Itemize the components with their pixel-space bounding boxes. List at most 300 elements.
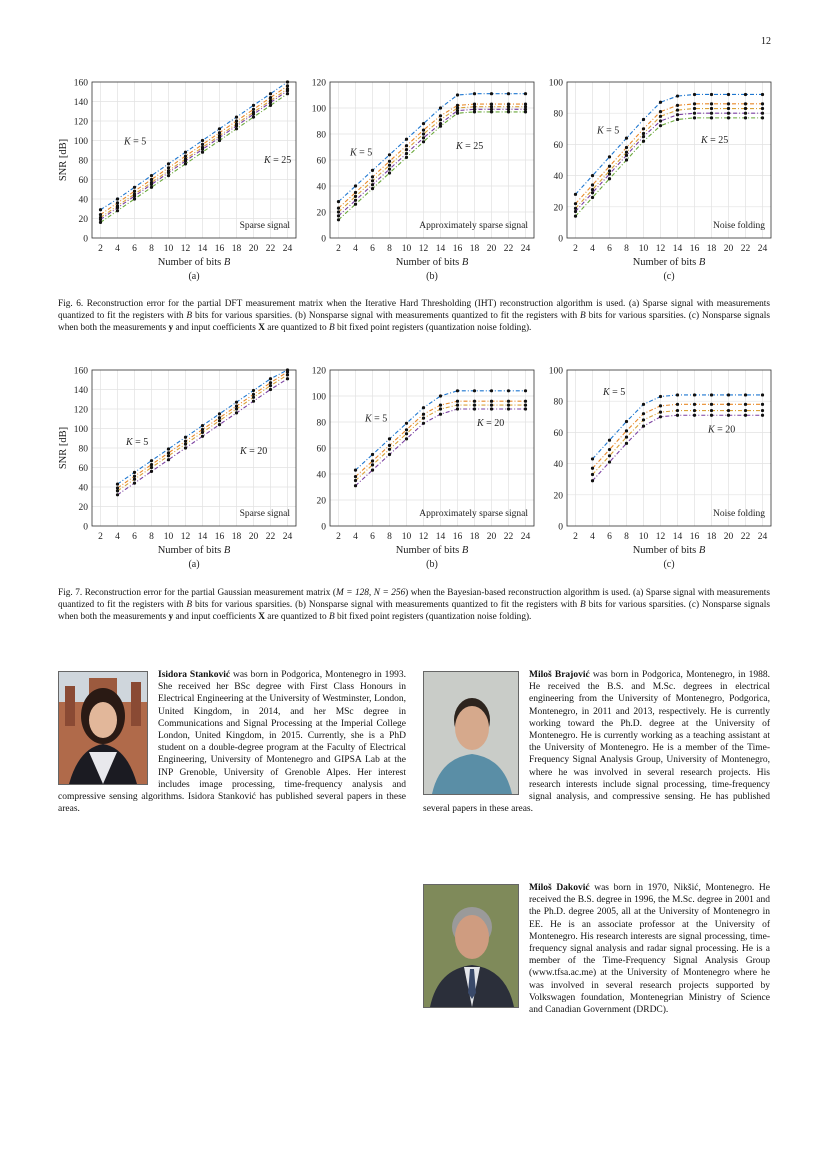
y-tick-label: 100 xyxy=(73,425,88,435)
y-tick-label: 120 xyxy=(73,117,88,128)
data-point xyxy=(608,169,611,172)
data-point xyxy=(676,118,679,121)
data-point xyxy=(490,110,493,113)
data-point xyxy=(727,102,730,105)
x-tick-label: 10 xyxy=(638,532,649,542)
x-tick-label: 20 xyxy=(723,532,734,542)
data-point xyxy=(405,432,408,435)
fig6-caption: Fig. 6. Reconstruction error for the partial DFT measurement matrix when the Iterative Hard Thresholding (IHT) reconstruction algorithm is used. (a) Sparse signal with measurements quantized to fit the registers with B bits for various sparsities. (b) Nonsparse signal with measurements quantized to fit the registers with B bits for various sparsities. (c) Nonsparse signals when both the measurements y and input coefficients X are quantized to B bit fixed point registers (quantization noise folding). xyxy=(58,299,770,333)
data-point xyxy=(201,139,204,142)
data-point xyxy=(744,102,747,105)
x-tick-label: 8 xyxy=(624,532,629,542)
data-point xyxy=(761,102,764,105)
author-photo-brajovic xyxy=(423,671,519,795)
x-axis-label-text: Number of bits xyxy=(395,257,462,268)
y-tick-label: 40 xyxy=(78,483,88,494)
k-label-bottom-k: K xyxy=(456,141,463,153)
data-point xyxy=(659,119,662,122)
data-point xyxy=(642,412,645,415)
data-point xyxy=(591,457,594,460)
x-axis-label xyxy=(158,545,231,556)
chart-sublabel: (a) xyxy=(188,271,200,282)
y-tick-label: 160 xyxy=(73,366,88,377)
data-point xyxy=(524,389,527,392)
data-point xyxy=(761,107,764,110)
x-axis-label-var: B xyxy=(461,545,469,556)
data-point xyxy=(354,469,357,472)
data-point xyxy=(659,110,662,113)
data-point xyxy=(591,174,594,177)
data-point xyxy=(439,114,442,117)
data-point xyxy=(269,92,272,95)
data-point xyxy=(252,393,255,396)
data-point xyxy=(625,154,628,157)
data-point xyxy=(252,389,255,392)
data-point xyxy=(286,84,289,87)
plot-frame xyxy=(567,370,771,526)
series-line-4 xyxy=(339,112,526,220)
x-tick-label: 16 xyxy=(452,532,463,542)
x-tick-label: 24 xyxy=(757,244,768,254)
data-point xyxy=(286,373,289,376)
y-tick-label: 20 xyxy=(316,496,326,507)
data-point xyxy=(761,393,764,396)
x-axis-label-text: Number of bits xyxy=(395,545,462,556)
x-axis-label xyxy=(396,257,469,268)
data-point xyxy=(710,116,713,119)
data-point xyxy=(184,440,187,443)
data-point xyxy=(422,136,425,139)
data-point xyxy=(252,400,255,403)
chart-fig6c xyxy=(529,76,769,291)
data-point xyxy=(252,396,255,399)
data-point xyxy=(252,116,255,119)
y-tick-label: 80 xyxy=(78,156,88,167)
x-tick-label: 6 xyxy=(370,244,375,254)
x-tick-label: 18 xyxy=(469,532,480,542)
data-point xyxy=(252,104,255,107)
k-label-bottom xyxy=(476,418,504,429)
y-tick-label: 120 xyxy=(73,405,88,416)
fig7-caption: Fig. 7. Reconstruction error for the partial Gaussian measurement matrix (M = 128, N = 256) when the Bayesian-based reconstruction algorithm is used. (a) Sparse signal with measurements quantized to fit the registers with B bits for various sparsities. (b) Nonsparse signal with measurements quantized to fit the registers with B bits for various sparsities. (c) Nonsparse signals when both the measurements y and input coefficients X are quantized to B bit fixed point registers (quantization noise folding). xyxy=(58,588,770,622)
k-label-bottom-value: = 25 xyxy=(462,141,484,153)
data-point xyxy=(218,127,221,130)
data-point xyxy=(659,395,662,398)
chart-sublabel: (c) xyxy=(663,271,675,282)
data-point xyxy=(761,112,764,115)
data-point xyxy=(388,168,391,171)
chart-svg-fig6a xyxy=(54,76,294,291)
y-tick-label: 0 xyxy=(321,234,326,245)
data-point xyxy=(133,478,136,481)
data-point xyxy=(286,370,289,373)
chart-fig7a xyxy=(54,364,294,579)
data-point xyxy=(116,489,119,492)
data-point xyxy=(744,107,747,110)
data-point xyxy=(388,448,391,451)
data-point xyxy=(625,158,628,161)
x-tick-label: 8 xyxy=(624,244,629,254)
x-tick-label: 16 xyxy=(452,244,463,254)
data-point xyxy=(439,125,442,128)
chart-fig6a xyxy=(54,76,294,291)
data-point xyxy=(761,93,764,96)
data-point xyxy=(422,140,425,143)
x-tick-label: 6 xyxy=(132,532,137,542)
y-tick-label: 80 xyxy=(553,109,563,120)
data-point xyxy=(337,218,340,221)
chart-svg-fig7c xyxy=(529,364,769,579)
data-point xyxy=(591,473,594,476)
data-point xyxy=(642,403,645,406)
x-tick-label: 20 xyxy=(723,244,734,254)
data-point xyxy=(642,418,645,421)
data-point xyxy=(167,174,170,177)
chart-annotation: Noise folding xyxy=(713,509,765,519)
data-point xyxy=(422,132,425,135)
x-tick-label: 6 xyxy=(607,532,612,542)
data-point xyxy=(133,194,136,197)
x-tick-label: 16 xyxy=(214,244,225,254)
data-point xyxy=(354,199,357,202)
y-tick-label: 20 xyxy=(316,208,326,219)
k-label-bottom-value: = 20 xyxy=(714,424,736,436)
data-point xyxy=(710,393,713,396)
x-tick-label: 14 xyxy=(672,532,683,542)
data-point xyxy=(507,110,510,113)
data-point xyxy=(167,451,170,454)
data-point xyxy=(761,414,764,417)
data-point xyxy=(490,400,493,403)
series-line-1 xyxy=(101,86,288,215)
data-point xyxy=(388,171,391,174)
data-point xyxy=(150,463,153,466)
data-point xyxy=(676,113,679,116)
k-label-top-value: = 5 xyxy=(132,436,149,448)
data-point xyxy=(388,153,391,156)
x-tick-label: 18 xyxy=(231,244,242,254)
series-line-3 xyxy=(339,109,526,216)
data-point xyxy=(99,221,102,224)
data-point xyxy=(608,439,611,442)
data-point xyxy=(693,116,696,119)
data-point xyxy=(337,200,340,203)
y-tick-label: 20 xyxy=(78,503,88,513)
x-tick-label: 20 xyxy=(248,532,259,542)
k-label-bottom-value: = 25 xyxy=(270,155,292,167)
chart-sublabel: (b) xyxy=(426,271,438,282)
data-point xyxy=(659,115,662,118)
data-point xyxy=(693,393,696,396)
k-label-top-value: = 5 xyxy=(603,125,620,137)
data-point xyxy=(439,407,442,410)
data-point xyxy=(116,197,119,200)
chart-annotation: Sparse signal xyxy=(239,509,290,519)
data-point xyxy=(150,186,153,189)
data-point xyxy=(133,471,136,474)
chart-sublabel: (c) xyxy=(663,559,675,570)
x-tick-label: 8 xyxy=(149,532,154,542)
data-point xyxy=(286,89,289,92)
y-tick-label: 40 xyxy=(78,195,88,206)
x-tick-label: 8 xyxy=(387,532,392,542)
data-point xyxy=(218,419,221,422)
x-axis-label-var: B xyxy=(698,545,706,556)
y-tick-label: 60 xyxy=(553,140,563,151)
x-axis-label-text: Number of bits xyxy=(632,545,699,556)
data-point xyxy=(507,407,510,410)
data-point xyxy=(642,132,645,135)
x-tick-label: 18 xyxy=(469,244,480,254)
x-tick-label: 12 xyxy=(418,244,429,254)
data-point xyxy=(439,404,442,407)
data-point xyxy=(354,195,357,198)
x-tick-label: 6 xyxy=(607,244,612,254)
data-point xyxy=(133,197,136,200)
data-point xyxy=(167,447,170,450)
data-point xyxy=(693,414,696,417)
x-tick-label: 2 xyxy=(98,532,103,542)
x-tick-label: 14 xyxy=(435,532,446,542)
y-tick-label: 80 xyxy=(316,130,326,141)
data-point xyxy=(269,384,272,387)
data-point xyxy=(524,110,527,113)
data-point xyxy=(574,210,577,213)
data-point xyxy=(269,104,272,107)
data-point xyxy=(422,129,425,132)
x-tick-label: 2 xyxy=(573,532,578,542)
x-axis-label-var: B xyxy=(698,257,706,268)
data-point xyxy=(524,400,527,403)
k-label-bottom xyxy=(707,424,735,435)
data-point xyxy=(456,404,459,407)
x-tick-label: 12 xyxy=(655,532,666,542)
data-point xyxy=(744,116,747,119)
data-point xyxy=(252,108,255,111)
data-point xyxy=(184,162,187,165)
data-point xyxy=(354,479,357,482)
data-point xyxy=(625,146,628,149)
data-point xyxy=(473,404,476,407)
chart-sublabel: (b) xyxy=(426,559,438,570)
k-label-top xyxy=(349,147,372,158)
chart-fig6b xyxy=(292,76,532,291)
data-point xyxy=(574,202,577,205)
data-point xyxy=(388,453,391,456)
k-label-bottom xyxy=(455,141,483,152)
data-point xyxy=(218,423,221,426)
x-tick-label: 16 xyxy=(214,532,225,542)
x-tick-label: 22 xyxy=(503,532,514,542)
data-point xyxy=(184,436,187,439)
x-tick-label: 10 xyxy=(401,244,412,254)
data-point xyxy=(252,113,255,116)
data-point xyxy=(761,403,764,406)
k-label-bottom-k: K xyxy=(264,155,271,167)
data-point xyxy=(116,482,119,485)
data-point xyxy=(150,183,153,186)
x-tick-label: 14 xyxy=(435,244,446,254)
data-point xyxy=(116,486,119,489)
x-tick-label: 10 xyxy=(401,532,412,542)
data-point xyxy=(354,184,357,187)
data-point xyxy=(371,187,374,190)
x-tick-label: 16 xyxy=(689,244,700,254)
data-point xyxy=(184,159,187,162)
data-point xyxy=(676,104,679,107)
data-point xyxy=(744,112,747,115)
x-axis-label-var: B xyxy=(223,545,231,556)
k-label-top-k: K xyxy=(124,136,131,148)
data-point xyxy=(710,93,713,96)
data-point xyxy=(354,203,357,206)
data-point xyxy=(507,389,510,392)
x-tick-label: 24 xyxy=(282,244,293,254)
data-point xyxy=(201,428,204,431)
data-point xyxy=(608,460,611,463)
y-tick-label: 60 xyxy=(316,156,326,167)
x-tick-label: 4 xyxy=(115,244,120,254)
y-tick-label: 120 xyxy=(311,78,326,89)
x-axis-label-text: Number of bits xyxy=(157,545,224,556)
data-point xyxy=(659,101,662,104)
data-point xyxy=(473,92,476,95)
x-tick-label: 4 xyxy=(353,532,358,542)
data-point xyxy=(235,124,238,127)
x-tick-label: 2 xyxy=(573,244,578,254)
data-point xyxy=(405,437,408,440)
x-tick-label: 20 xyxy=(486,244,497,254)
data-point xyxy=(727,414,730,417)
chart-annotation: Noise folding xyxy=(713,221,765,231)
data-point xyxy=(235,411,238,414)
data-point xyxy=(727,93,730,96)
x-tick-label: 24 xyxy=(282,532,293,542)
data-point xyxy=(727,116,730,119)
y-tick-label: 40 xyxy=(316,182,326,193)
data-point xyxy=(371,453,374,456)
data-point xyxy=(218,416,221,419)
k-label-top-k: K xyxy=(126,436,133,448)
chart-annotation: Approximately sparse signal xyxy=(419,509,528,519)
data-point xyxy=(456,400,459,403)
x-axis-label xyxy=(158,257,231,268)
k-label-top xyxy=(364,413,387,424)
data-point xyxy=(371,463,374,466)
x-tick-label: 20 xyxy=(248,244,259,254)
k-label-top xyxy=(596,125,619,136)
data-point xyxy=(201,435,204,438)
data-point xyxy=(422,413,425,416)
data-point xyxy=(201,431,204,434)
x-tick-label: 14 xyxy=(197,244,208,254)
data-point xyxy=(727,403,730,406)
bio-brajovic: Miloš Brajović was born in Podgorica, Montenegro, in 1988. He received the B.S. and M.Sc. degrees in electrical engineering from the University of Montenegro, Podgorica, Montenegro, in 2011 and 2013, respectively. He is currently working toward the Ph.D. degree at the University of Montenegro. He is currently working as a teaching assistant at the University of Montenegro. He is a member of the Time-Frequency Signal Analysis Group, University of Montenegro, where he was involved in several research projects. His research interests include signal processing, time-frequency signal analysis, and compressive sensing. He has published several papers in these areas. xyxy=(423,670,771,815)
y-tick-label: 0 xyxy=(558,234,563,245)
y-tick-label: 100 xyxy=(73,137,88,147)
y-tick-label: 140 xyxy=(73,98,88,108)
x-tick-label: 4 xyxy=(353,244,358,254)
data-point xyxy=(490,404,493,407)
data-point xyxy=(456,93,459,96)
series-line-1 xyxy=(576,104,763,204)
x-axis-label xyxy=(633,257,706,268)
data-point xyxy=(405,152,408,155)
data-point xyxy=(150,470,153,473)
x-tick-label: 6 xyxy=(370,532,375,542)
data-point xyxy=(456,407,459,410)
data-point xyxy=(201,424,204,427)
x-tick-label: 22 xyxy=(740,532,751,542)
data-point xyxy=(269,101,272,104)
data-point xyxy=(676,108,679,111)
y-axis-label: SNR [dB] xyxy=(58,138,69,182)
k-label-bottom-k: K xyxy=(708,424,715,436)
data-point xyxy=(625,442,628,445)
data-point xyxy=(167,171,170,174)
data-point xyxy=(354,475,357,478)
x-tick-label: 10 xyxy=(163,532,174,542)
data-point xyxy=(235,116,238,119)
data-point xyxy=(218,131,221,134)
data-point xyxy=(116,206,119,209)
data-point xyxy=(676,409,679,412)
y-tick-label: 100 xyxy=(311,104,326,115)
chart-svg-fig6c xyxy=(529,76,769,291)
k-label-top xyxy=(123,136,146,147)
x-tick-label: 22 xyxy=(503,244,514,254)
data-point xyxy=(676,414,679,417)
data-point xyxy=(710,403,713,406)
y-tick-label: 160 xyxy=(73,78,88,89)
data-point xyxy=(269,377,272,380)
data-point xyxy=(388,437,391,440)
y-tick-label: 120 xyxy=(311,366,326,377)
k-label-bottom-value: = 20 xyxy=(483,418,505,430)
data-point xyxy=(422,406,425,409)
chart-annotation: Sparse signal xyxy=(239,221,290,231)
data-point xyxy=(388,444,391,447)
k-label-top-value: = 5 xyxy=(609,386,626,398)
plot-frame xyxy=(567,82,771,238)
data-point xyxy=(507,92,510,95)
data-point xyxy=(744,414,747,417)
k-label-top-k: K xyxy=(597,125,604,137)
data-point xyxy=(116,201,119,204)
data-point xyxy=(524,92,527,95)
data-point xyxy=(422,122,425,125)
x-tick-label: 24 xyxy=(520,532,531,542)
data-point xyxy=(371,183,374,186)
data-point xyxy=(405,144,408,147)
data-point xyxy=(710,107,713,110)
data-point xyxy=(405,156,408,159)
x-tick-label: 14 xyxy=(672,244,683,254)
data-point xyxy=(99,208,102,211)
data-point xyxy=(693,112,696,115)
y-tick-label: 40 xyxy=(553,172,563,183)
data-point xyxy=(693,107,696,110)
x-tick-label: 10 xyxy=(163,244,174,254)
data-point xyxy=(422,422,425,425)
x-axis-label-var: B xyxy=(461,257,469,268)
data-point xyxy=(405,138,408,141)
y-tick-label: 100 xyxy=(548,366,563,377)
x-tick-label: 14 xyxy=(197,532,208,542)
data-point xyxy=(507,400,510,403)
data-point xyxy=(235,407,238,410)
x-tick-label: 2 xyxy=(336,244,341,254)
